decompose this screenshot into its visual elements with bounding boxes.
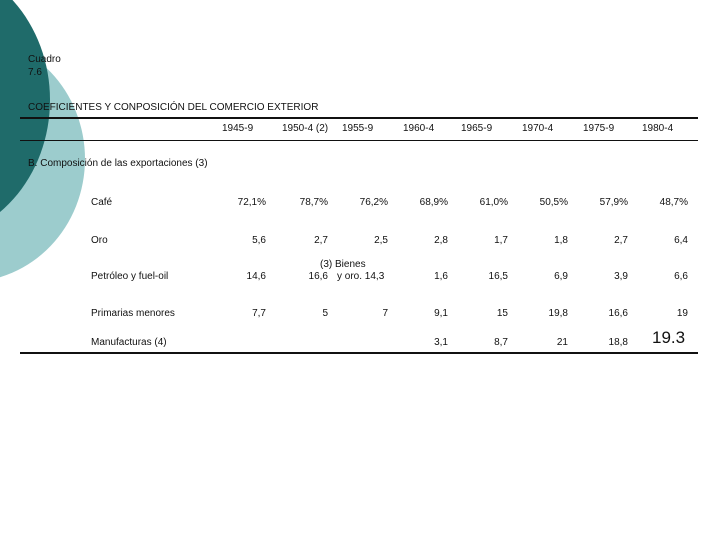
row-label-primarias: Primarias menores xyxy=(91,308,175,319)
cell: 5,6 xyxy=(252,235,266,246)
cell: y oro. 14,3 xyxy=(337,271,385,282)
cell: 3,9 xyxy=(614,271,628,282)
title-rule xyxy=(20,117,698,119)
cell: 2,5 xyxy=(374,235,388,246)
cell: 68,9% xyxy=(419,197,448,208)
cell: 50,5% xyxy=(539,197,568,208)
cell: 48,7% xyxy=(659,197,688,208)
cell: 19 xyxy=(676,308,688,319)
cuadro-label: Cuadro xyxy=(28,54,61,65)
cell: 2,7 xyxy=(314,235,328,246)
cell: 6,9 xyxy=(554,271,568,282)
header-rule xyxy=(20,140,698,141)
cell: 6,6 xyxy=(674,271,688,282)
cell: 7,7 xyxy=(252,308,266,319)
cell: 3,1 xyxy=(434,337,448,348)
column-header: 1945-9 xyxy=(222,123,254,134)
cuadro-number: 7.6 xyxy=(28,67,42,78)
cell: 61,0% xyxy=(479,197,508,208)
note-bienes: (3) Bienes xyxy=(320,259,366,270)
page-number: 19.3 xyxy=(652,328,686,347)
cell: 14,6 xyxy=(246,271,266,282)
row-label-petroleo: Petróleo y fuel-oil xyxy=(91,271,169,282)
column-header: 1970-4 xyxy=(522,123,554,134)
table-title: COEFICIENTES Y CONPOSICIÓN DEL COMERCIO EXTERIOR xyxy=(28,102,319,113)
bottom-rule xyxy=(20,352,698,354)
column-header: 1960-4 xyxy=(403,123,435,134)
cell: 78,7% xyxy=(299,197,328,208)
cell: 19,8 xyxy=(548,308,568,319)
cell: 2,8 xyxy=(434,235,448,246)
cell: 18,8 xyxy=(608,337,628,348)
cell: 1,7 xyxy=(494,235,508,246)
cell: 57,9% xyxy=(599,197,628,208)
cell: 9,1 xyxy=(434,308,448,319)
row-label-cafe: Café xyxy=(91,197,113,208)
cell: 21 xyxy=(556,337,568,348)
cell: 16,6 xyxy=(308,271,328,282)
cell: 16,6 xyxy=(608,308,628,319)
column-header: 1955-9 xyxy=(342,123,374,134)
section-heading: B. Composición de las exportaciones (3) xyxy=(28,158,208,169)
cell: 15 xyxy=(496,308,508,319)
cell: 1,8 xyxy=(554,235,568,246)
row-label-oro: Oro xyxy=(91,235,108,246)
cell: 6,4 xyxy=(674,235,688,246)
cell: 7 xyxy=(382,308,388,319)
column-header: 1975-9 xyxy=(583,123,615,134)
cell: 72,1% xyxy=(237,197,266,208)
row-label-manufacturas: Manufacturas (4) xyxy=(91,337,167,348)
column-header: 1965-9 xyxy=(461,123,493,134)
cell: 5 xyxy=(322,308,328,319)
cell: 2,7 xyxy=(614,235,628,246)
cell: 16,5 xyxy=(488,271,508,282)
cell: 76,2% xyxy=(359,197,388,208)
column-header: 1950-4 (2) xyxy=(282,123,329,134)
column-header: 1980-4 xyxy=(642,123,674,134)
cell: 1,6 xyxy=(434,271,448,282)
cell: 8,7 xyxy=(494,337,508,348)
